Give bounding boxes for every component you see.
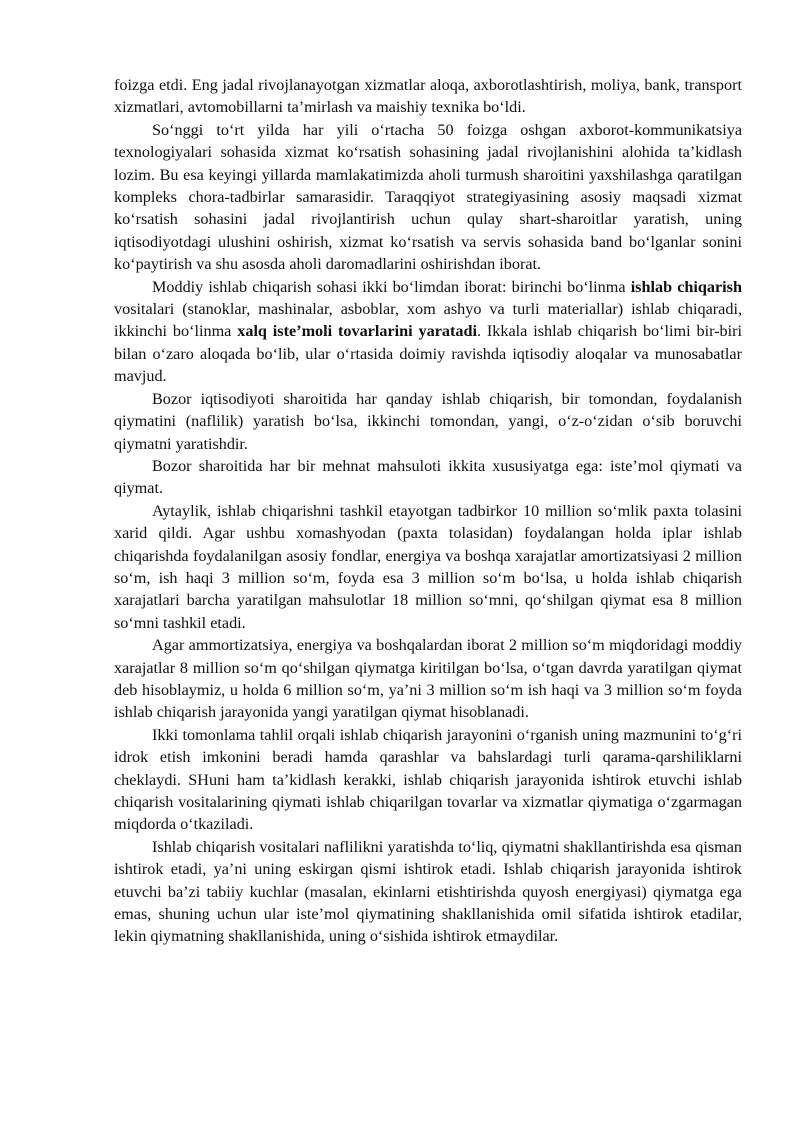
paragraph [114,634,742,724]
paragraph [114,836,742,948]
document-page [114,74,742,948]
text-run: Agar ammortizatsiya, energiya va boshqalardan iborat 2 million soʻm miqdoridagi moddiy xarajatlar 8 million soʻm qoʻshilgan qiymatga kiritilgan boʻlsa, oʻtgan davrda yaratilgan qiymat deb hisoblaymiz, u holda 6 million soʻm, yaʼni 3 million soʻm ish haqi va 3 million soʻm foyda ishlab chiqarish jarayonida yangi yaratilgan qiymat hisoblanadi. [114,636,742,722]
paragraph [114,74,742,119]
paragraph [114,388,742,455]
paragraph [114,724,742,836]
text-run: Ikki tomonlama tahlil orqali ishlab chiqarish jarayonini oʻrganish uning mazmunini toʻgʻri idrok etish imkonini beradi hamda qarashlar va bahslardagi turli qarama-qarshiliklarni cheklaydi. SHuni ham taʼkidlash kerakki, ishlab chiqarish jarayonida ishtirok etuvchi ishlab chiqarish vositalarining qiymati ishlab chiqarilgan tovarlar va xizmatlar qiymatiga oʻzgarmagan miqdorda oʻtkaziladi. [114,725,742,834]
text-run: foizga etdi. Eng jadal rivojlanayotgan xizmatlar aloqa, axborotlashtirish, moliya, bank, transport xizmatlari, avtomobillarni taʼmirlash va maishiy texnika boʻldi. [114,76,742,117]
bold-term: xalq isteʼmoli tovarlarini yaratadi [237,322,477,341]
text-run: Soʻnggi toʻrt yilda har yili oʻrtacha 50 foizga oshgan axborot-kommunikatsiya texnologiyalari sohasida xizmat koʻrsatish sohasining jadal rivojlanishini alohida taʼkidlash lozim. Bu esa keyingi yillarda mamlakatimizda aholi turmush sharoitini yaxshilashga qaratilgan kompleks chora-tadbirlar samarasidir. Taraqqiyot strategiyasining asosiy maqsadi xizmat koʻrsatish sohasini jadal rivojlantirish uchun qulay shart-sharoitlar yaratish, uning iqtisodiyotdagi ulushini oshirish, xizmat koʻrsatish va servis sohasida band boʻlganlar sonini koʻpaytirish va shu asosda aholi daromadlarini oshirishdan iborat. [114,120,742,274]
text-run: Ishlab chiqarish vositalari naflilikni yaratishda toʻliq, qiymatni shakllantirishda esa qisman ishtirok etadi, yaʼni uning eskirgan qismi ishtirok etadi. Ishlab chiqarish jarayonida ishtirok etuvchi baʼzi tabiiy kuchlar (masalan, ekinlarni etishtirishda quyosh energiyasi) qiymatga ega emas, shuning uchun ular isteʼmol qiymatining shakllanishida omil sifatida ishtirok etadilar, lekin qiymatning shakllanishida, uning oʻsishida ishtirok etmaydilar. [114,837,742,946]
paragraph [114,119,742,276]
bold-term: ishlab chiqarish [630,277,742,296]
text-run: Bozor sharoitida har bir mehnat mahsuloti ikkita xususiyatga ega: isteʼmol qiymati va qiymat. [114,456,742,498]
text-run: . Ikkala ishlab chiqarish boʻlimi bir-biri bilan oʻzaro aloqada boʻlib, ular oʻrtasida doimiy ravishda iqtisodiy aloqalar va munosabatlar mavjud. [114,322,743,386]
paragraph [114,500,742,634]
text-run: Bozor iqtisodiyoti sharoitida har qanday ishlab chiqarish, bir tomondan, foydalanish qiymatini (naflilik) yaratish boʻlsa, ikkinchi tomondan, yangi, oʻz-oʻzidan oʻsib boruvchi qiymatni yaratishdir. [114,389,742,453]
text-run: vositalari (stanoklar, mashinalar, asboblar, xom ashyo va turli materiallar) ishlab chiqaradi, ikkinchi boʻlinma [114,300,742,341]
paragraph [114,455,742,500]
text-run: Moddiy ishlab chiqarish sohasi ikki boʻlimdan iborat: birinchi boʻlinma [152,277,631,296]
text-run: Aytaylik, ishlab chiqarishni tashkil etayotgan tadbirkor 10 million soʻmlik paxta tolasini xarid qildi. Agar ushbu xomashyodan (paxta tolasidan) foydalangan holda iplar ishlab chiqarishda foydalanilgan asosiy fondlar, energiya va boshqa xarajatlar amortizatsiyasi 2 million soʻm, ish haqi 3 million soʻm, foyda esa 3 million soʻm boʻlsa, u holda ishlab chiqarish xarajatlari barcha yaratilgan mahsulotlar 18 million soʻmni, qoʻshilgan qiymat esa 8 million soʻmni tashkil etadi. [114,501,742,632]
paragraph [114,276,742,388]
